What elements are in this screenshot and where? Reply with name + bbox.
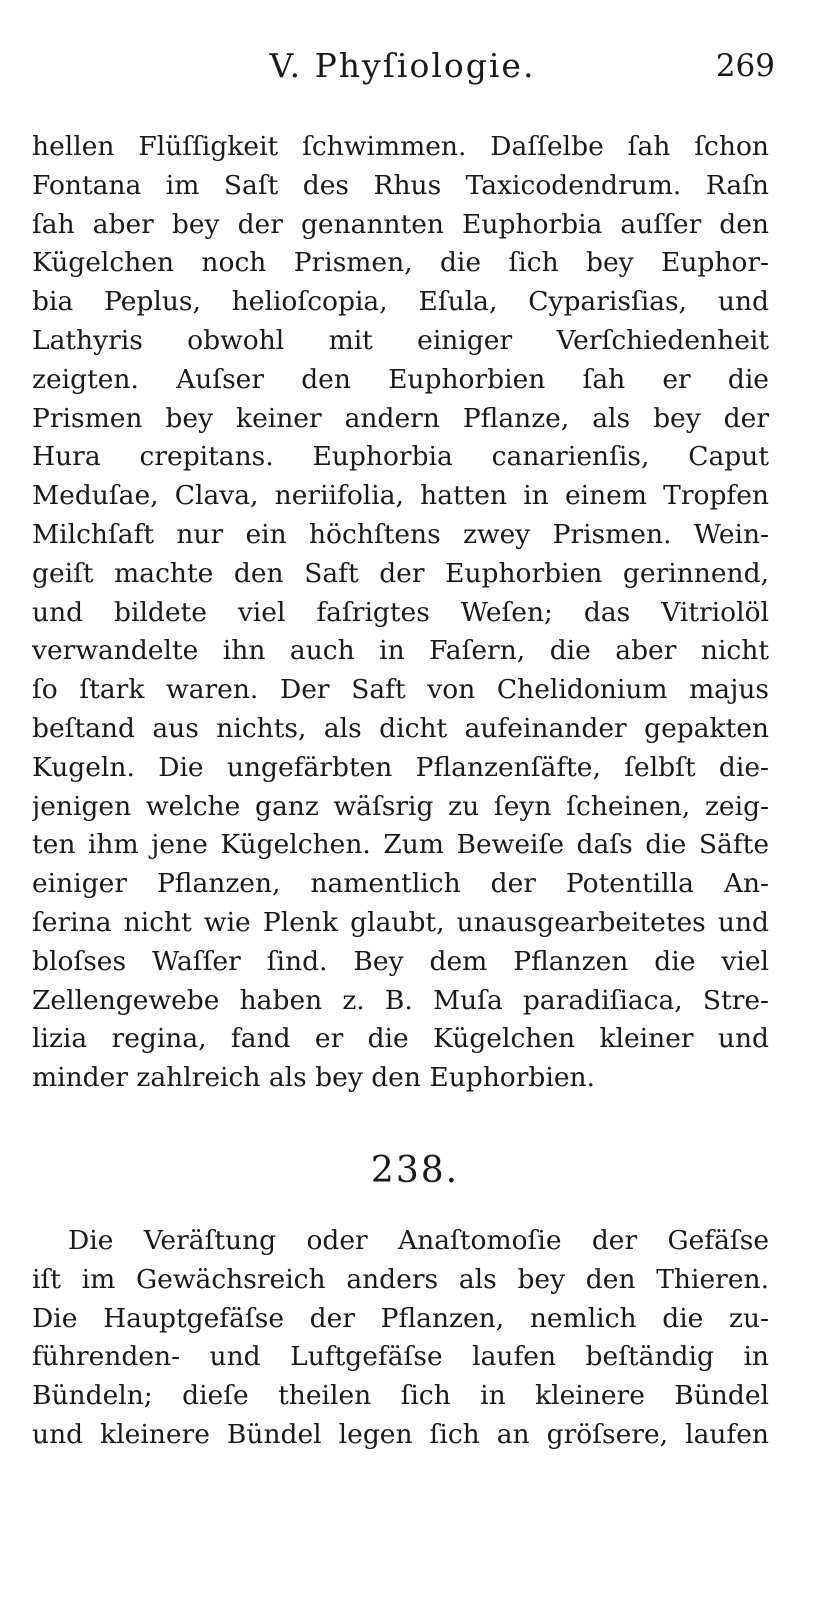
running-title: V. Phyſiologie. (269, 46, 536, 85)
text-line: Die Veräſtung oder Anaſtomoſie der Gefäſse (68, 1225, 769, 1256)
text-line: Kugeln. Die ungefärbten Pflanzenſäfte, ſelbſt die- (32, 751, 769, 783)
text-line: ſo ſtark waren. Der Saft von Chelidonium majus (32, 674, 769, 706)
text-line: Milchſaft nur ein höchſtens zwey Prismen. Wein- (32, 518, 769, 550)
text-line: Hura crepitans. Euphorbia canarienſis, Caput (32, 441, 769, 473)
text-line: Fontana im Saſt des Rhus Taxicodendrum. Raſn (32, 169, 769, 201)
text-line: führenden- und Luftgefäſse laufen beſtändig in (32, 1341, 769, 1373)
section-number: 238. (370, 1150, 460, 1191)
paragraph-1 (32, 128, 769, 1098)
text-line: bia Peplus, helioſcopia, Eſula, Cyparisſias, und (32, 286, 769, 318)
text-line: minder zahlreich als bey den Euphorbien. (32, 1062, 596, 1094)
page-header (30, 46, 775, 96)
text-line: geiſt machte den Saft der Euphorbien gerinnend, (32, 557, 769, 589)
text-line: Meduſae, Clava, neriifolia, hatten in einem Tropfen (32, 480, 769, 512)
text-line: beſtand aus nichts, als dicht aufeinander gepakten (32, 712, 769, 744)
text-line: lizia regina, fand er die Kügelchen kleiner und (32, 1023, 769, 1055)
text-line: und kleinere Bündel legen ſich an gröſsere, laufen (32, 1418, 769, 1450)
text-line: Kügelchen noch Prismen, die ſich bey Euphor- (32, 247, 769, 279)
text-line: iſt im Gewächsreich anders als bey den Thieren. (32, 1263, 769, 1295)
text-line: ten ihm jene Kügelchen. Zum Beweiſe daſs die Säfte (32, 829, 769, 861)
text-line: hellen Flüſſigkeit ſchwimmen. Daſſelbe ſah ſchon (32, 131, 769, 162)
text-line: Lathyris obwohl mit einiger Verſchiedenheit (32, 324, 769, 356)
text-line: ſerina nicht wie Plenk glaubt, unausgearbeitetes und (32, 906, 769, 938)
text-line: zeigten. Auſser den Euphorbien ſah er die (32, 363, 769, 395)
paragraph-2 (32, 1222, 769, 1455)
text-line: jenigen welche ganz wäſsrig zu ſeyn ſcheinen, zeig- (32, 790, 769, 822)
text-line: Zellengewebe haben z. B. Muſa paradiſiaca, Stre- (32, 984, 769, 1016)
text-line: ſah aber bey der genannten Euphorbia auſſer den (32, 208, 769, 240)
text-line: und bildete viel faſrigtes Weſen; das Vitriolöl (32, 596, 769, 628)
text-line: verwandelte ihn auch in Faſern, die aber nicht (32, 635, 769, 667)
text-line: Bündeln; dieſe theilen ſich in kleinere Bündel (32, 1380, 769, 1412)
text-line: Die Hauptgefäſse der Pflanzen, nemlich die zu- (32, 1302, 769, 1334)
text-line: einiger Pflanzen, namentlich der Potentilla An- (32, 868, 769, 900)
text-line: bloſses Waſſer ſind. Bey dem Pflanzen die viel (32, 945, 769, 977)
text-line: Prismen bey keiner andern Pflanze, als bey der (32, 402, 769, 434)
page-number: 269 (715, 48, 775, 84)
